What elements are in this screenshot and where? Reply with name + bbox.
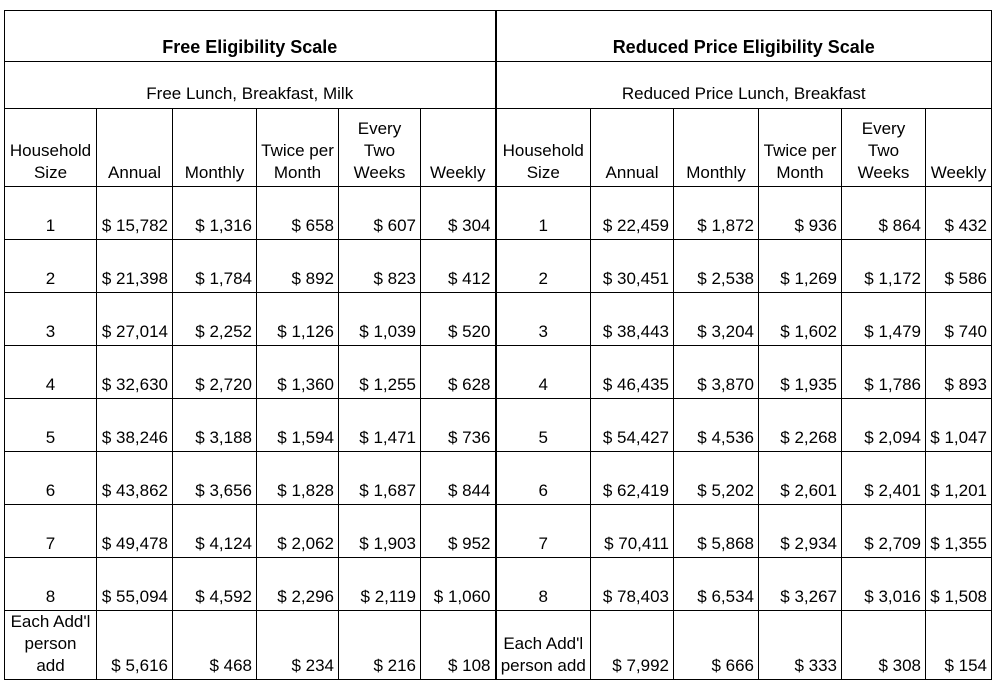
free-household-size-cell: 2 [5,240,97,293]
reduced-amount-cell: $ 3,204 [674,293,759,346]
table-row [5,399,992,452]
free-header-weekly: Weekly [421,109,496,187]
reduced-household-size-cell: 2 [496,240,591,293]
free-amount-cell: $ 2,296 [257,558,339,611]
reduced-amount-cell: $ 1,935 [759,346,842,399]
free-additional-amount-cell: $ 5,616 [97,611,173,680]
free-amount-cell: $ 3,188 [173,399,257,452]
reduced-amount-cell: $ 1,872 [674,187,759,240]
reduced-household-size-cell: 4 [496,346,591,399]
reduced-header-monthly: Monthly [674,109,759,187]
reduced-amount-cell: $ 2,538 [674,240,759,293]
table-row [5,558,992,611]
free-amount-cell: $ 2,720 [173,346,257,399]
free-additional-amount-cell: $ 234 [257,611,339,680]
reduced-amount-cell: $ 62,419 [591,452,674,505]
reduced-household-size-cell: 3 [496,293,591,346]
table-row [5,187,992,240]
reduced-header-household-size: Household Size [496,109,591,187]
reduced-amount-cell: $ 1,355 [926,505,992,558]
reduced-additional-amount-cell: $ 154 [926,611,992,680]
free-amount-cell: $ 844 [421,452,496,505]
free-header-monthly: Monthly [173,109,257,187]
reduced-additional-amount-cell: $ 7,992 [591,611,674,680]
reduced-amount-cell: $ 3,870 [674,346,759,399]
free-additional-amount-cell: $ 216 [339,611,421,680]
free-amount-cell: $ 658 [257,187,339,240]
reduced-amount-cell: $ 893 [926,346,992,399]
free-amount-cell: $ 32,630 [97,346,173,399]
table-row [5,240,992,293]
free-amount-cell: $ 823 [339,240,421,293]
free-additional-amount-cell: $ 108 [421,611,496,680]
free-amount-cell: $ 55,094 [97,558,173,611]
free-household-size-cell: 6 [5,452,97,505]
reduced-amount-cell: $ 586 [926,240,992,293]
free-scale-title: Free Eligibility Scale [5,11,496,62]
free-amount-cell: $ 43,862 [97,452,173,505]
free-amount-cell: $ 2,062 [257,505,339,558]
reduced-additional-amount-cell: $ 308 [842,611,926,680]
reduced-header-weekly: Weekly [926,109,992,187]
free-header-twice-per-month: Twice per Month [257,109,339,187]
reduced-amount-cell: $ 432 [926,187,992,240]
table-row [5,293,992,346]
free-amount-cell: $ 49,478 [97,505,173,558]
reduced-amount-cell: $ 4,536 [674,399,759,452]
reduced-header-annual: Annual [591,109,674,187]
reduced-amount-cell: $ 1,047 [926,399,992,452]
reduced-amount-cell: $ 3,016 [842,558,926,611]
free-amount-cell: $ 892 [257,240,339,293]
free-amount-cell: $ 1,255 [339,346,421,399]
reduced-amount-cell: $ 2,401 [842,452,926,505]
free-amount-cell: $ 736 [421,399,496,452]
free-amount-cell: $ 520 [421,293,496,346]
table-row [5,505,992,558]
free-amount-cell: $ 412 [421,240,496,293]
reduced-amount-cell: $ 2,709 [842,505,926,558]
reduced-amount-cell: $ 70,411 [591,505,674,558]
reduced-additional-person-label: Each Add'l person add [496,611,591,680]
free-additional-amount-cell: $ 468 [173,611,257,680]
reduced-amount-cell: $ 5,868 [674,505,759,558]
free-household-size-cell: 8 [5,558,97,611]
reduced-household-size-cell: 5 [496,399,591,452]
reduced-household-size-cell: 8 [496,558,591,611]
reduced-amount-cell: $ 1,172 [842,240,926,293]
free-amount-cell: $ 304 [421,187,496,240]
additional-person-row [5,611,992,680]
free-amount-cell: $ 38,246 [97,399,173,452]
reduced-amount-cell: $ 22,459 [591,187,674,240]
reduced-amount-cell: $ 1,508 [926,558,992,611]
reduced-header-twice-per-month: Twice per Month [759,109,842,187]
free-amount-cell: $ 1,784 [173,240,257,293]
free-program-label: Free Lunch, Breakfast, Milk [5,62,496,109]
reduced-amount-cell: $ 2,094 [842,399,926,452]
reduced-amount-cell: $ 46,435 [591,346,674,399]
free-amount-cell: $ 1,594 [257,399,339,452]
reduced-amount-cell: $ 6,534 [674,558,759,611]
free-amount-cell: $ 1,360 [257,346,339,399]
reduced-amount-cell: $ 740 [926,293,992,346]
reduced-additional-amount-cell: $ 666 [674,611,759,680]
free-header-every-two-weeks: Every Two Weeks [339,109,421,187]
reduced-amount-cell: $ 2,601 [759,452,842,505]
free-amount-cell: $ 607 [339,187,421,240]
reduced-amount-cell: $ 1,269 [759,240,842,293]
reduced-amount-cell: $ 38,443 [591,293,674,346]
free-amount-cell: $ 21,398 [97,240,173,293]
free-amount-cell: $ 1,471 [339,399,421,452]
free-amount-cell: $ 1,039 [339,293,421,346]
free-household-size-cell: 7 [5,505,97,558]
free-amount-cell: $ 4,592 [173,558,257,611]
reduced-amount-cell: $ 2,934 [759,505,842,558]
eligibility-scales [4,10,992,680]
free-amount-cell: $ 1,828 [257,452,339,505]
free-header-household-size: Household Size [5,109,97,187]
free-header-annual: Annual [97,109,173,187]
free-additional-person-label: Each Add'l person add [5,611,97,680]
free-amount-cell: $ 2,252 [173,293,257,346]
free-amount-cell: $ 27,014 [97,293,173,346]
reduced-additional-amount-cell: $ 333 [759,611,842,680]
reduced-amount-cell: $ 1,201 [926,452,992,505]
column-header-row [5,109,992,187]
free-amount-cell: $ 2,119 [339,558,421,611]
reduced-amount-cell: $ 78,403 [591,558,674,611]
reduced-scale-title: Reduced Price Eligibility Scale [496,11,992,62]
free-amount-cell: $ 15,782 [97,187,173,240]
free-household-size-cell: 3 [5,293,97,346]
reduced-amount-cell: $ 2,268 [759,399,842,452]
reduced-household-size-cell: 6 [496,452,591,505]
table-row [5,346,992,399]
reduced-household-size-cell: 1 [496,187,591,240]
free-household-size-cell: 5 [5,399,97,452]
reduced-amount-cell: $ 936 [759,187,842,240]
free-amount-cell: $ 952 [421,505,496,558]
table-row [5,452,992,505]
reduced-amount-cell: $ 30,451 [591,240,674,293]
reduced-amount-cell: $ 1,479 [842,293,926,346]
free-amount-cell: $ 1,316 [173,187,257,240]
reduced-program-label: Reduced Price Lunch, Breakfast [496,62,992,109]
reduced-amount-cell: $ 5,202 [674,452,759,505]
free-amount-cell: $ 1,687 [339,452,421,505]
reduced-household-size-cell: 7 [496,505,591,558]
free-household-size-cell: 4 [5,346,97,399]
free-amount-cell: $ 4,124 [173,505,257,558]
reduced-amount-cell: $ 54,427 [591,399,674,452]
free-amount-cell: $ 628 [421,346,496,399]
free-household-size-cell: 1 [5,187,97,240]
reduced-header-every-two-weeks: Every Two Weeks [842,109,926,187]
reduced-amount-cell: $ 864 [842,187,926,240]
reduced-amount-cell: $ 3,267 [759,558,842,611]
reduced-amount-cell: $ 1,602 [759,293,842,346]
free-amount-cell: $ 1,060 [421,558,496,611]
reduced-amount-cell: $ 1,786 [842,346,926,399]
free-amount-cell: $ 1,126 [257,293,339,346]
free-amount-cell: $ 1,903 [339,505,421,558]
eligibility-table [4,10,992,680]
free-amount-cell: $ 3,656 [173,452,257,505]
